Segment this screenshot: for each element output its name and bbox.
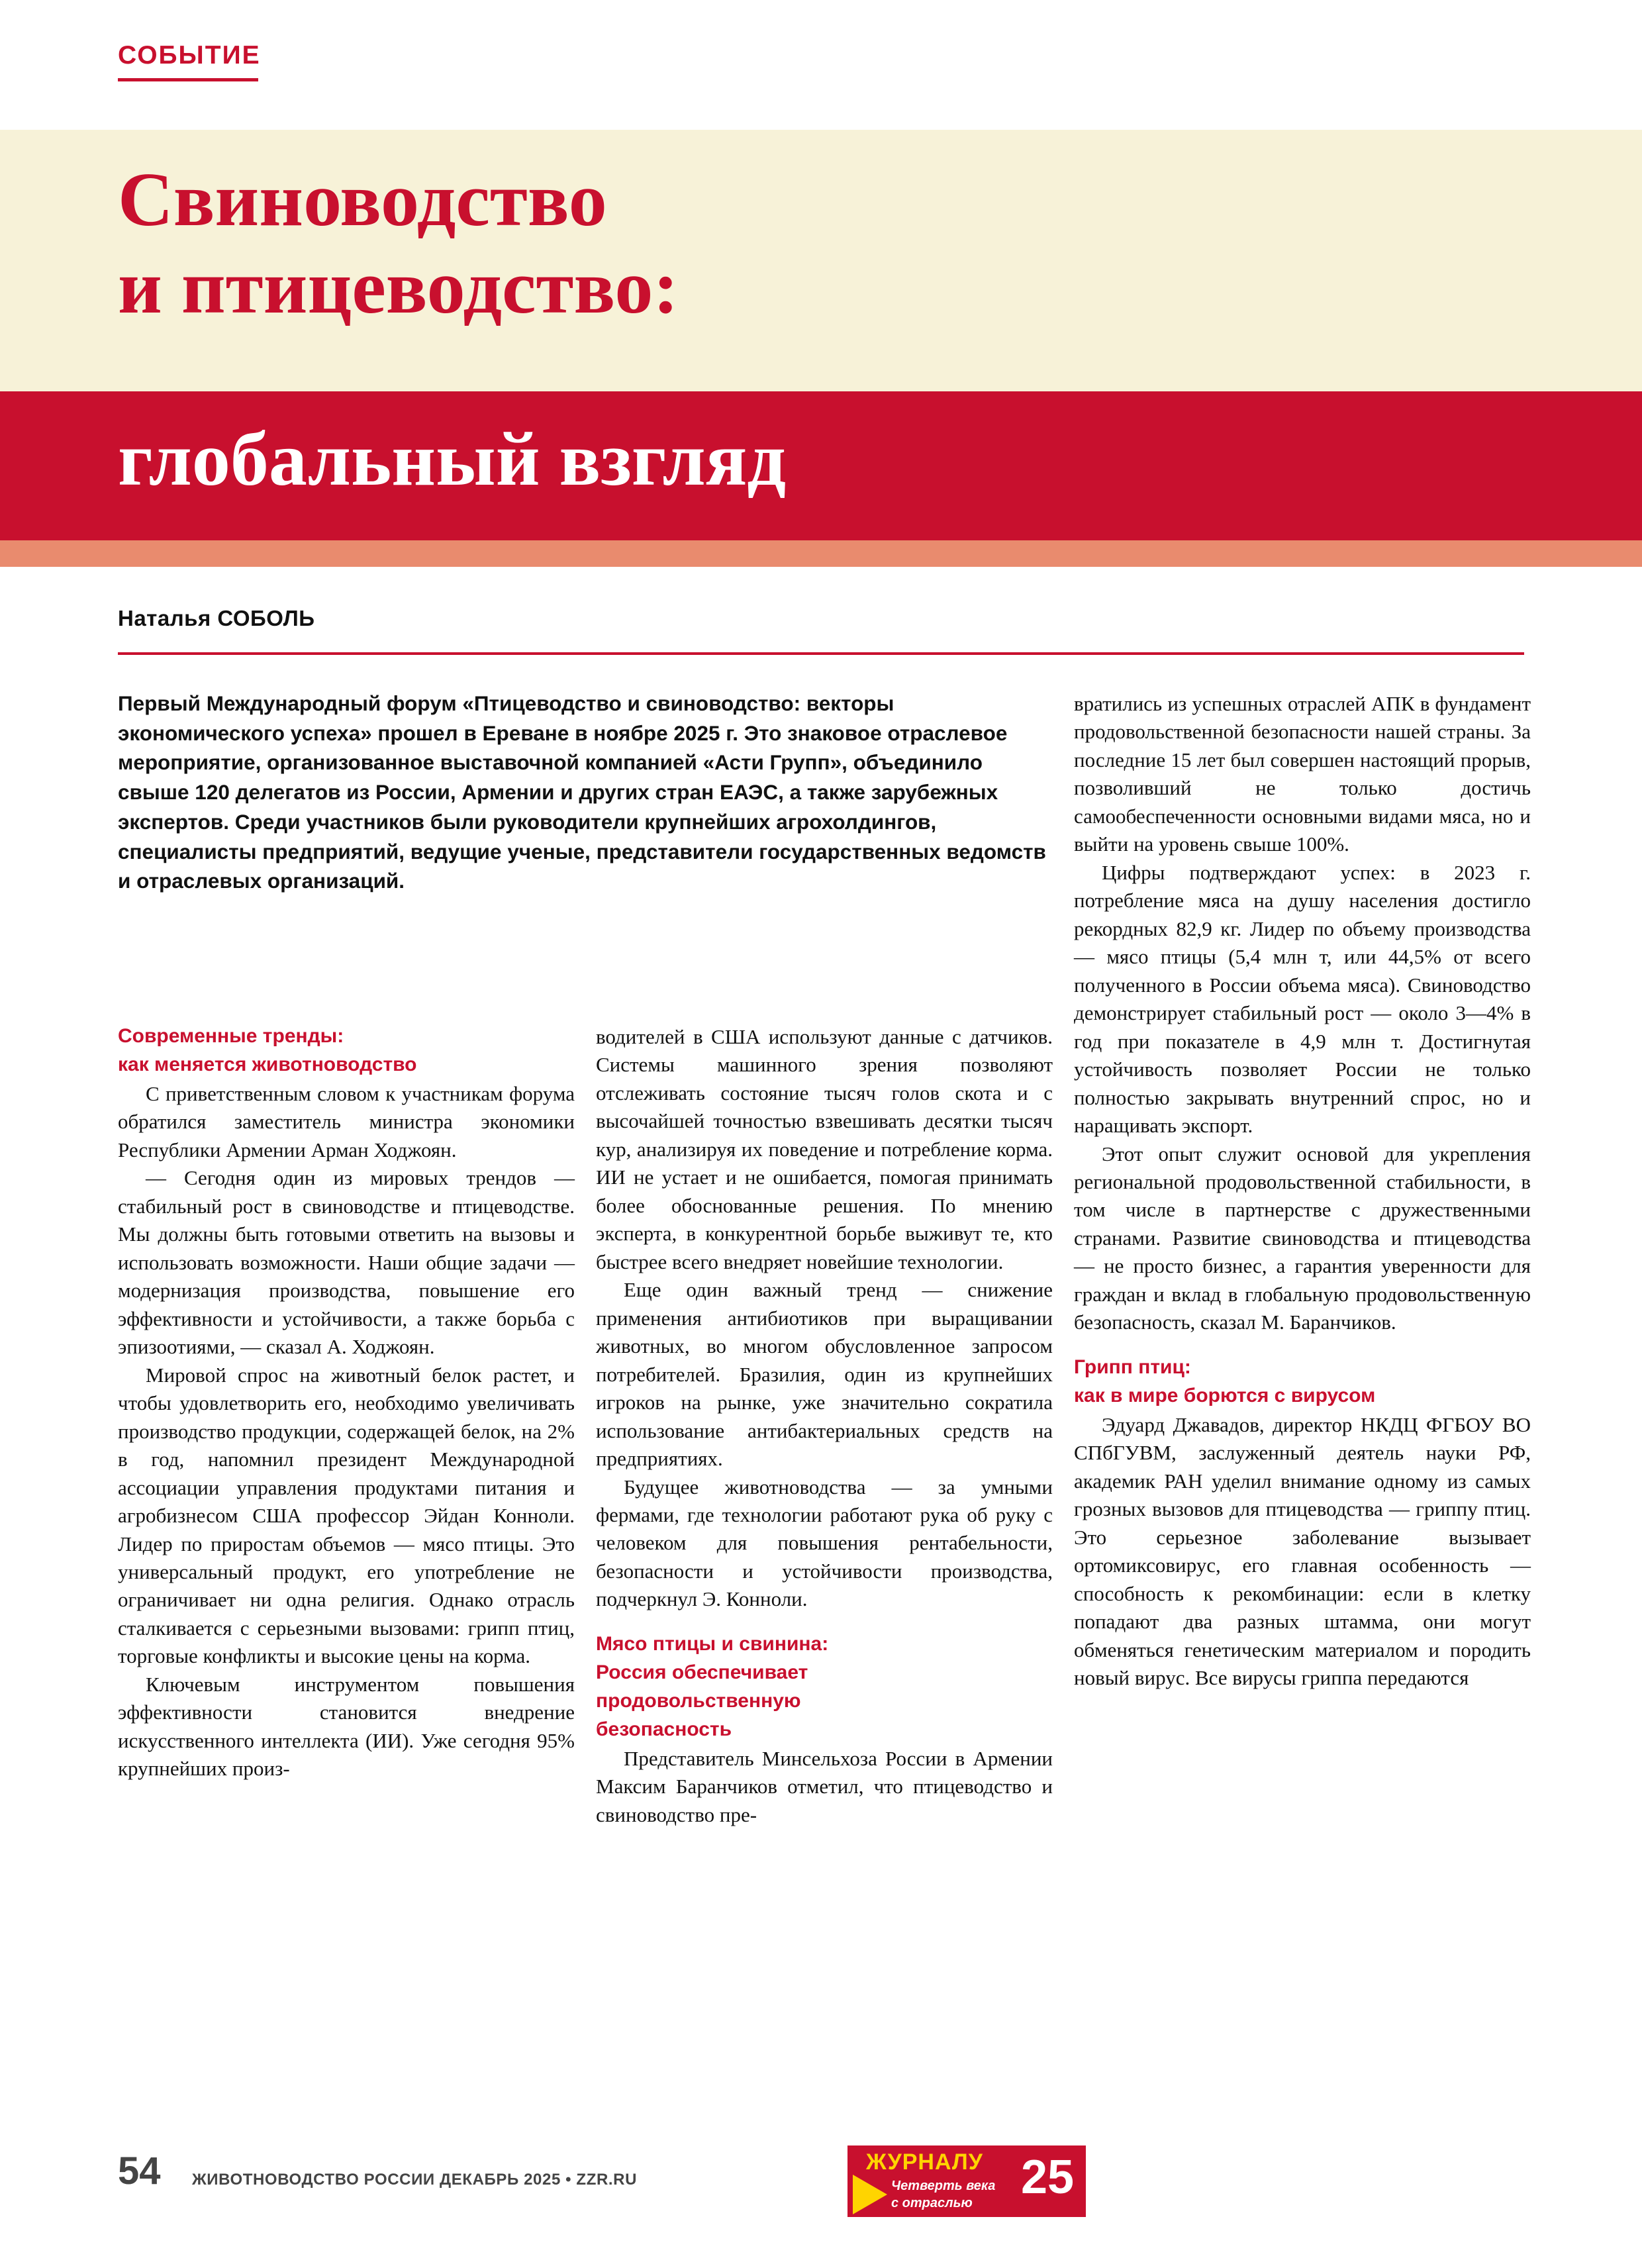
paragraph: Эдуард Джавадов, директор НКДЦ ФГБОУ ВО СПбГУВМ, заслуженный деятель науки РФ, академик РАН уделил внимание одному из самых грозных вызовов для птицеводства — гриппу птиц. Это серьезное заболевание вызывает ортомиксовирус, его главная особенность — способность к рекомбинации: если в клетку попадают два разных штамма, они могут обменяться генетическим материалом и породить новый вирус. Все вирусы гриппа передаются: [1074, 1412, 1531, 1689]
subhead-flu-line-2: как в мире борются с вирусом: [1074, 1384, 1376, 1406]
text-column-2: [596, 1023, 1053, 1829]
paragraph: Цифры подтверждают успех: в 2023 г. потребление мяса на душу населения достигло рекордных 82,9 кг. Лидер по объему производства — мясо птицы (5,4 млн т, или 44,5% от всего полученного в России объема мяса). Свиноводство демонстрирует стабильный рост — около 3—4% в год при показателе в 4,9 млн т. Достигнутая устойчивость позволяет России не только полностью закрывать внутренний спрос, но и наращивать экспорт.: [1074, 860, 1531, 1138]
title-background-salmon: [0, 540, 1642, 567]
author-byline: Наталья СОБОЛЬ: [118, 606, 315, 630]
rubric-label: СОБЫТИЕ: [118, 41, 261, 70]
paragraph: — Сегодня один из мировых трендов — стабильный рост в свиноводстве и птицеводстве. Мы должны быть готовыми ответить на вызовы и использовать возможности. Наши общие задачи — модернизация производства, повышение его эффективности и устойчивости, а также борьба с эпизоотиями, — сказал А. Ходжоян.: [118, 1166, 575, 1359]
anniversary-badge: [847, 2145, 1086, 2217]
subhead-meat-line-2: Россия обеспечивает: [596, 1661, 808, 1683]
paragraph: вратились из успешных отраслей АПК в фундамент продовольственной безопасности нашей страны. За последние 15 лет был совершен настоящий прорыв, позволивший не только достичь самообеспеченности основными видами мяса, но и выйти на уровень свыше 100%.: [1074, 692, 1531, 856]
paragraph: Ключевым инструментом повышения эффективности становится внедрение искусственного интеллекта (ИИ). Уже сегодня 95% крупнейших произ-: [118, 1672, 575, 1781]
paragraph: Мировой спрос на животный белок растет, и чтобы удовлетворить его, необходимо увеличивать производство продукции, содержащей белок, на 2% в год, напомнил президент Международной ассоциации управления продуктами питания и агробизнесом США профессор Эйдан Конноли. Лидер по приростам объемов — мясо птицы. Это универсальный продукт, его употребление не ограничивает ни одна религия. Однако отрасль сталкивается с серьезными вызовами: грипп птиц, торговые конфликты и высокие цены на корма.: [118, 1363, 575, 1668]
paragraph: Этот опыт служит основой для укрепления региональной продовольственной стабильности, в том числе в партнерстве с дружественными странами. Развитие свиноводства и птицеводства — не просто бизнес, а гарантия уверенности для граждан и вклад в глобальную продовольственную безопасность, сказал М. Баранчиков.: [1074, 1142, 1531, 1334]
subhead-trends-line-1: Современные тренды:: [118, 1025, 344, 1047]
page-title-line-3: глобальный взгляд: [118, 417, 787, 502]
badge-word: ЖУРНАЛУ: [866, 2149, 983, 2175]
page-title-line-1: Свиноводство: [118, 158, 607, 242]
chevron-right-icon: [853, 2175, 887, 2214]
title-block: [0, 130, 1642, 567]
paragraph: Будущее животноводства — за умными фермами, где технологии работают рука об руку с человеком для повышения рентабельности, безопасности и устойчивости производства, подчеркнул Э. Конноли.: [596, 1475, 1053, 1611]
page-number: 54: [118, 2149, 161, 2193]
paragraph: Еще один важный тренд — снижение применения антибиотиков при выращивании животных, во многом обусловленное запросом потребителей. Бразилия, один из крупнейших игроков на рынке, уже значительно сократила использование антибактериальных средств на предприятиях.: [596, 1278, 1053, 1471]
page-title-line-2: и птицеводство:: [118, 245, 679, 330]
subhead-meat-line-1: Мясо птицы и свинина:: [596, 1632, 829, 1655]
badge-subtitle-line-1: Четверть века: [891, 2179, 996, 2193]
badge-number: 25: [1021, 2151, 1075, 2204]
rubric-underline: [118, 78, 258, 81]
paragraph: С приветственным словом к участникам форума обратился заместитель министра экономики Республики Армении Арман Ходжоян.: [118, 1082, 575, 1161]
paragraph: водителей в США используют данные с датчиков. Системы машинного зрения позволяют отслеживать состояние тысяч голов скота и с высочайшей точностью взвешивать десятки тысяч кур, анализируя их поведение и потребление корма. ИИ не устает и не ошибается, помогая принимать более обоснованные решения. По мнению эксперта, в конкурентной борьбе выживут те, кто быстрее всего внедряет новейшие технологии.: [596, 1025, 1053, 1273]
text-column-1: [118, 1023, 575, 1783]
text-column-3: [1074, 690, 1531, 1692]
badge-subtitle-line-2: с отраслью: [891, 2196, 973, 2210]
subhead-meat-line-4: безопасность: [596, 1718, 732, 1740]
footer-imprint: ЖИВОТНОВОДСТВО РОССИИ ДЕКАБРЬ 2025 • ZZR.RU: [192, 2171, 638, 2189]
byline-divider: [118, 652, 1524, 655]
subhead-meat-line-3: продовольственную: [596, 1689, 801, 1712]
subhead-trends-line-2: как меняется животноводство: [118, 1054, 417, 1075]
lead-paragraph: Первый Международный форум «Птицеводство и свиноводство: векторы экономического успеха» прошел в Ереване в ноябре 2025 г. Это знаковое отраслевое мероприятие, организованное выставочной компанией «Асти Групп», объединило свыше 120 делегатов из России, Армении и других стран ЕАЭС, а также зарубежных экспертов. Среди участников были руководители крупнейших агрохолдингов, специалисты предприятий, ведущие ученые, представители государственных ведомств и отраслевых организаций.: [118, 691, 1046, 893]
subhead-flu-line-1: Грипп птиц:: [1074, 1356, 1191, 1378]
paragraph: Представитель Минсельхоза России в Армении Максим Баранчиков отметил, что птицеводство и свиноводство пре-: [596, 1746, 1053, 1826]
